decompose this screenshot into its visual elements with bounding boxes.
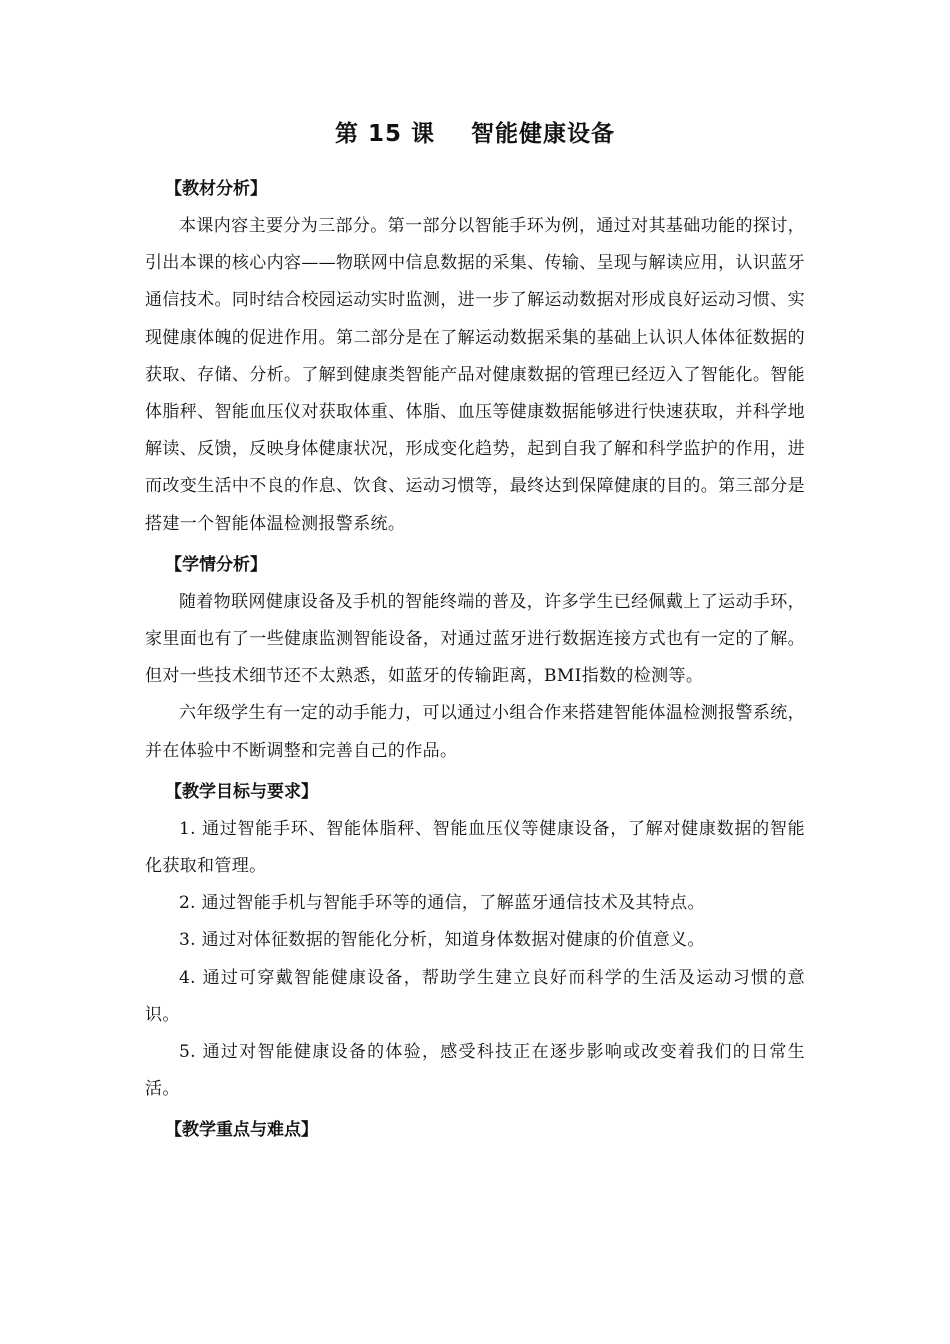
section-heading-teaching-goals: 【教学目标与要求】 [165, 781, 318, 802]
section-heading-student-analysis: 【学情分析】 [165, 554, 267, 575]
section-heading-key-points: 【教学重点与难点】 [165, 1120, 318, 1141]
goal-item-5: 5. 通过对智能健康设备的体验，感受科技正在逐步影响或改变着我们的日常生活。 [145, 1042, 805, 1100]
goal-item-2: 2. 通过智能手机与智能手环等的通信，了解蓝牙通信技术及其特点。 [179, 893, 705, 914]
student-analysis-paragraph-2: 六年级学生有一定的动手能力，可以通过小组合作来搭建智能体温检测报警系统，并在体验中不断调整和完善自己的作品。 [145, 703, 805, 761]
page-title: 第 15 课 智能健康设备 [334, 121, 616, 147]
goal-item-1: 1. 通过智能手环、智能体脂秤、智能血压仪等健康设备，了解对健康数据的智能化获取和管理。 [145, 818, 805, 877]
goal-item-4: 4. 通过可穿戴智能健康设备，帮助学生建立良好而科学的生活及运动习惯的意识。 [145, 967, 805, 1025]
goal-item-3: 3. 通过对体征数据的智能化分析，知道身体数据对健康的价值意义。 [179, 930, 705, 951]
section-heading-textbook-analysis: 【教材分析】 [165, 179, 267, 199]
textbook-analysis-paragraph: 本课内容主要分为三部分。第一部分以智能手环为例，通过对其基础功能的探讨，引出本课的核心内容——物联网中信息数据的采集、传输、呈现与解读应用，认识蓝牙通信技术。同时结合校园运动实时监测，进一步了解运动数据对形成良好运动习惯、实现健康体魄的促进作用。第二部分是在了解运动数据采集的基础上认识人体体征数据的获取、存储、分析。了解到健康类智能产品对健康数据的管理已经迈入了智能化。智能体脂秤、智能血压仪对获取体重、体脂、血压等健康数据能够进行快速获取，并科学地解读、反馈，反映身体健康状况，形成变化趋势，起到自我了解和科学监护的作用，进而改变生活中不良的作息、饮食、运动习惯等，最终达到保障健康的目的。第三部分是搭建一个智能体温检测报警系统。 [145, 216, 805, 534]
student-analysis-paragraph-1: 随着物联网健康设备及手机的智能终端的普及，许多学生已经佩戴上了运动手环，家里面也有了一些健康监测智能设备，对通过蓝牙进行数据连接方式也有一定的了解。但对一些技术细节还不太熟悉，如蓝牙的传输距离，BMI指数的检测等。 [145, 591, 805, 687]
